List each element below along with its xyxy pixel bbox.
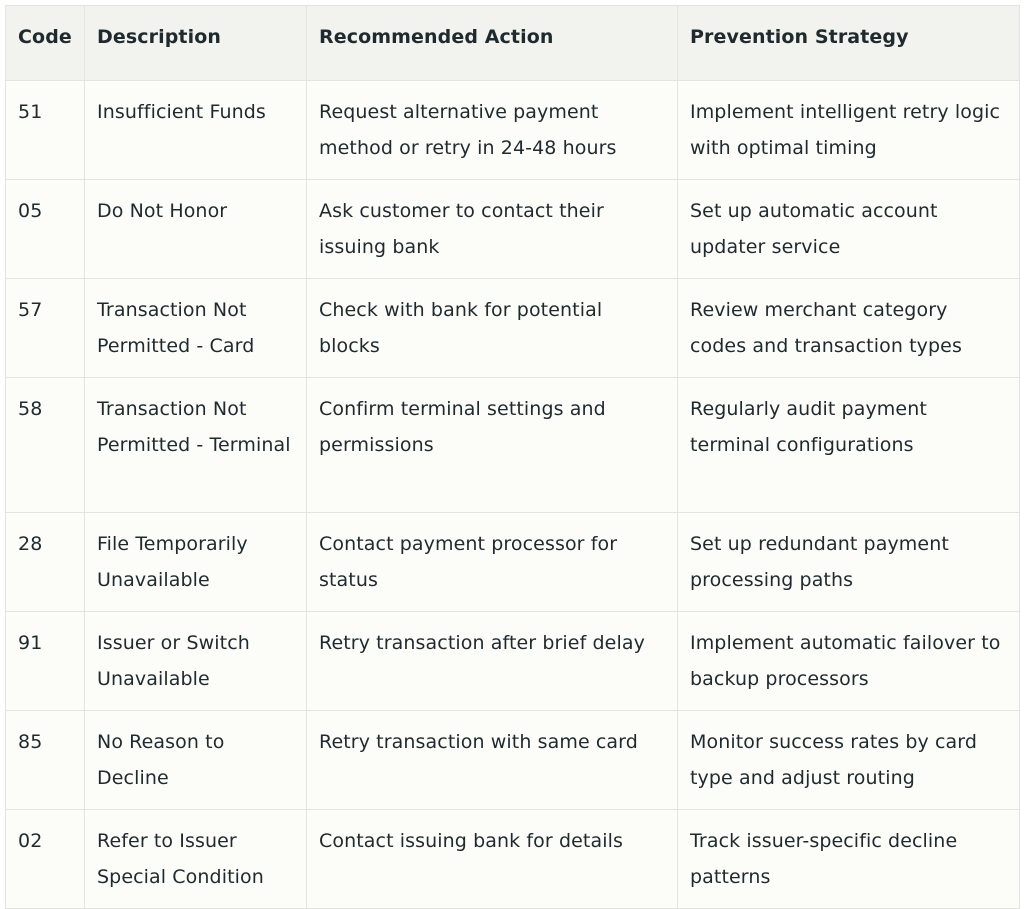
cell-action: Ask customer to contact their issuing bank — [307, 180, 678, 279]
cell-action: Check with bank for potential blocks — [307, 279, 678, 378]
cell-code: 57 — [6, 279, 85, 378]
header-prevention-strategy: Prevention Strategy — [678, 6, 1020, 81]
cell-description: Insufficient Funds — [85, 81, 307, 180]
cell-code: 51 — [6, 81, 85, 180]
cell-prevention: Set up redundant payment processing paths — [678, 513, 1020, 612]
cell-action: Contact payment processor for status — [307, 513, 678, 612]
cell-action: Confirm terminal settings and permissions — [307, 378, 678, 513]
table-row — [6, 180, 1020, 279]
cell-action: Retry transaction with same card — [307, 711, 678, 810]
cell-prevention: Regularly audit payment terminal configurations — [678, 378, 1020, 513]
cell-code: 28 — [6, 513, 85, 612]
table-header-row — [6, 6, 1020, 81]
cell-prevention: Set up automatic account updater service — [678, 180, 1020, 279]
table-row — [6, 378, 1020, 513]
cell-description: Transaction Not Permitted - Terminal — [85, 378, 307, 513]
cell-code: 58 — [6, 378, 85, 513]
cell-prevention: Monitor success rates by card type and adjust routing — [678, 711, 1020, 810]
table-row — [6, 81, 1020, 180]
cell-code: 05 — [6, 180, 85, 279]
table-row — [6, 810, 1020, 909]
cell-description: No Reason to Decline — [85, 711, 307, 810]
header-description: Description — [85, 6, 307, 81]
cell-code: 85 — [6, 711, 85, 810]
header-code: Code — [6, 6, 85, 81]
cell-code: 91 — [6, 612, 85, 711]
cell-description: Issuer or Switch Unavailable — [85, 612, 307, 711]
table-row — [6, 279, 1020, 378]
table-row — [6, 711, 1020, 810]
cell-prevention: Review merchant category codes and transaction types — [678, 279, 1020, 378]
table-row — [6, 513, 1020, 612]
cell-action: Request alternative payment method or retry in 24-48 hours — [307, 81, 678, 180]
cell-description: Transaction Not Permitted - Card — [85, 279, 307, 378]
table-row — [6, 612, 1020, 711]
cell-description: Do Not Honor — [85, 180, 307, 279]
cell-description: File Temporarily Unavailable — [85, 513, 307, 612]
cell-prevention: Implement automatic failover to backup processors — [678, 612, 1020, 711]
decline-codes-table — [5, 5, 1020, 909]
cell-action: Contact issuing bank for details — [307, 810, 678, 909]
cell-description: Refer to Issuer Special Condition — [85, 810, 307, 909]
cell-code: 02 — [6, 810, 85, 909]
header-recommended-action: Recommended Action — [307, 6, 678, 81]
decline-codes-table-container — [5, 5, 1019, 909]
cell-prevention: Implement intelligent retry logic with optimal timing — [678, 81, 1020, 180]
cell-prevention: Track issuer-specific decline patterns — [678, 810, 1020, 909]
cell-action: Retry transaction after brief delay — [307, 612, 678, 711]
